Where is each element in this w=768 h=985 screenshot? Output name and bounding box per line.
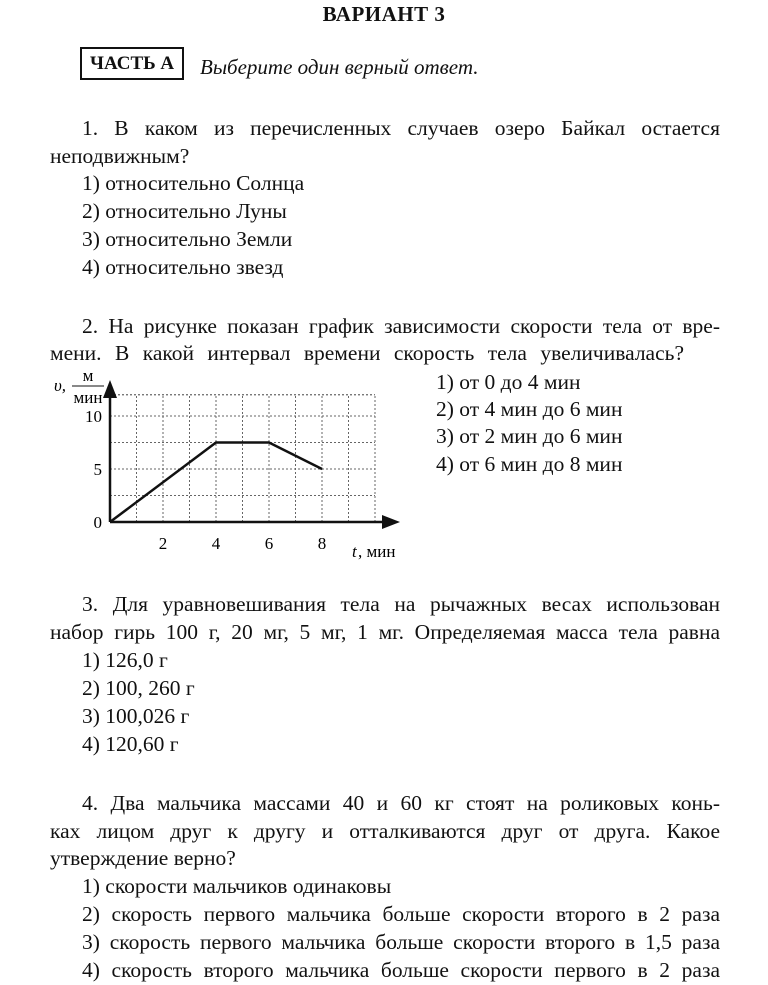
question-4-line-3: утверждение верно? bbox=[50, 846, 236, 870]
question-3-option-4: 4) 120,60 г bbox=[82, 732, 179, 756]
x-axis-label-unit: , мин bbox=[358, 542, 396, 561]
question-2-option-3: 3) от 2 мин до 6 мин bbox=[436, 424, 623, 448]
question-1-option-2: 2) относительно Луны bbox=[82, 199, 287, 223]
question-4-option-4: 4) скорость второго мальчика больше скорости первого в 2 раза bbox=[82, 958, 720, 982]
page-title: ВАРИАНТ 3 bbox=[322, 2, 446, 26]
question-4-option-3: 3) скорость первого мальчика больше скорости второго в 1,5 раза bbox=[82, 930, 720, 954]
x-axis-arrow bbox=[382, 515, 400, 529]
question-3-line-1: 3. Для уравновешивания тела на рычажных весах использован bbox=[82, 592, 720, 616]
question-2-option-1: 1) от 0 до 4 мин bbox=[436, 370, 581, 394]
question-1-line-1: 1. В каком из перечисленных случаев озеро Байкал остается bbox=[82, 116, 720, 140]
question-1-option-3: 3) относительно Земли bbox=[82, 227, 293, 251]
question-1-option-4: 4) относительно звезд bbox=[82, 255, 284, 279]
y-axis-arrow bbox=[103, 380, 117, 398]
x-tick-label: 6 bbox=[264, 534, 274, 553]
y-axis-label-var: υ, bbox=[54, 376, 67, 395]
part-label: ЧАСТЬ А bbox=[80, 47, 184, 80]
question-3-option-3: 3) 100,026 г bbox=[82, 704, 190, 728]
y-tick-label: 0 bbox=[93, 513, 102, 532]
x-tick-label: 4 bbox=[211, 534, 221, 553]
question-4-option-2: 2) скорость первого мальчика больше скорости второго в 2 раза bbox=[82, 902, 720, 926]
x-axis-label-var: t bbox=[352, 542, 357, 561]
question-4-line-1: 4. Два мальчика массами 40 и 60 кг стоят на роликовых конь- bbox=[82, 791, 720, 815]
y-tick-label: 5 bbox=[93, 460, 102, 479]
x-tick-label: 8 bbox=[317, 534, 327, 553]
question-4-option-1: 1) скорости мальчиков одинаковы bbox=[82, 874, 392, 898]
question-2-line-2: мени. В какой интервал времени скорость тела увеличивалась? bbox=[50, 341, 684, 365]
x-tick-label: 2 bbox=[158, 534, 168, 553]
question-2-option-4: 4) от 6 мин до 8 мин bbox=[436, 452, 623, 476]
question-2-line-1: 2. На рисунке показан график зависимости скорости тела от вре- bbox=[82, 314, 720, 338]
question-3-option-1: 1) 126,0 г bbox=[82, 648, 168, 672]
question-1-line-2: неподвижным? bbox=[50, 144, 190, 168]
y-axis-label-numerator: м bbox=[82, 366, 94, 385]
question-4-line-2: ках лицом друг к другу и отталкиваются друг от друга. Какое bbox=[50, 819, 720, 843]
question-3-option-2: 2) 100, 260 г bbox=[82, 676, 195, 700]
question-2-option-2: 2) от 4 мин до 6 мин bbox=[436, 397, 623, 421]
part-instruction: Выберите один верный ответ. bbox=[200, 55, 479, 79]
question-3-line-2: набор гирь 100 г, 20 мг, 5 мг, 1 мг. Определяемая масса тела равна bbox=[50, 620, 720, 644]
y-tick-label: 10 bbox=[85, 407, 102, 426]
velocity-series-line bbox=[110, 443, 322, 523]
y-axis-label-denominator: мин bbox=[73, 388, 103, 407]
question-1-option-1: 1) относительно Солнца bbox=[82, 171, 305, 195]
